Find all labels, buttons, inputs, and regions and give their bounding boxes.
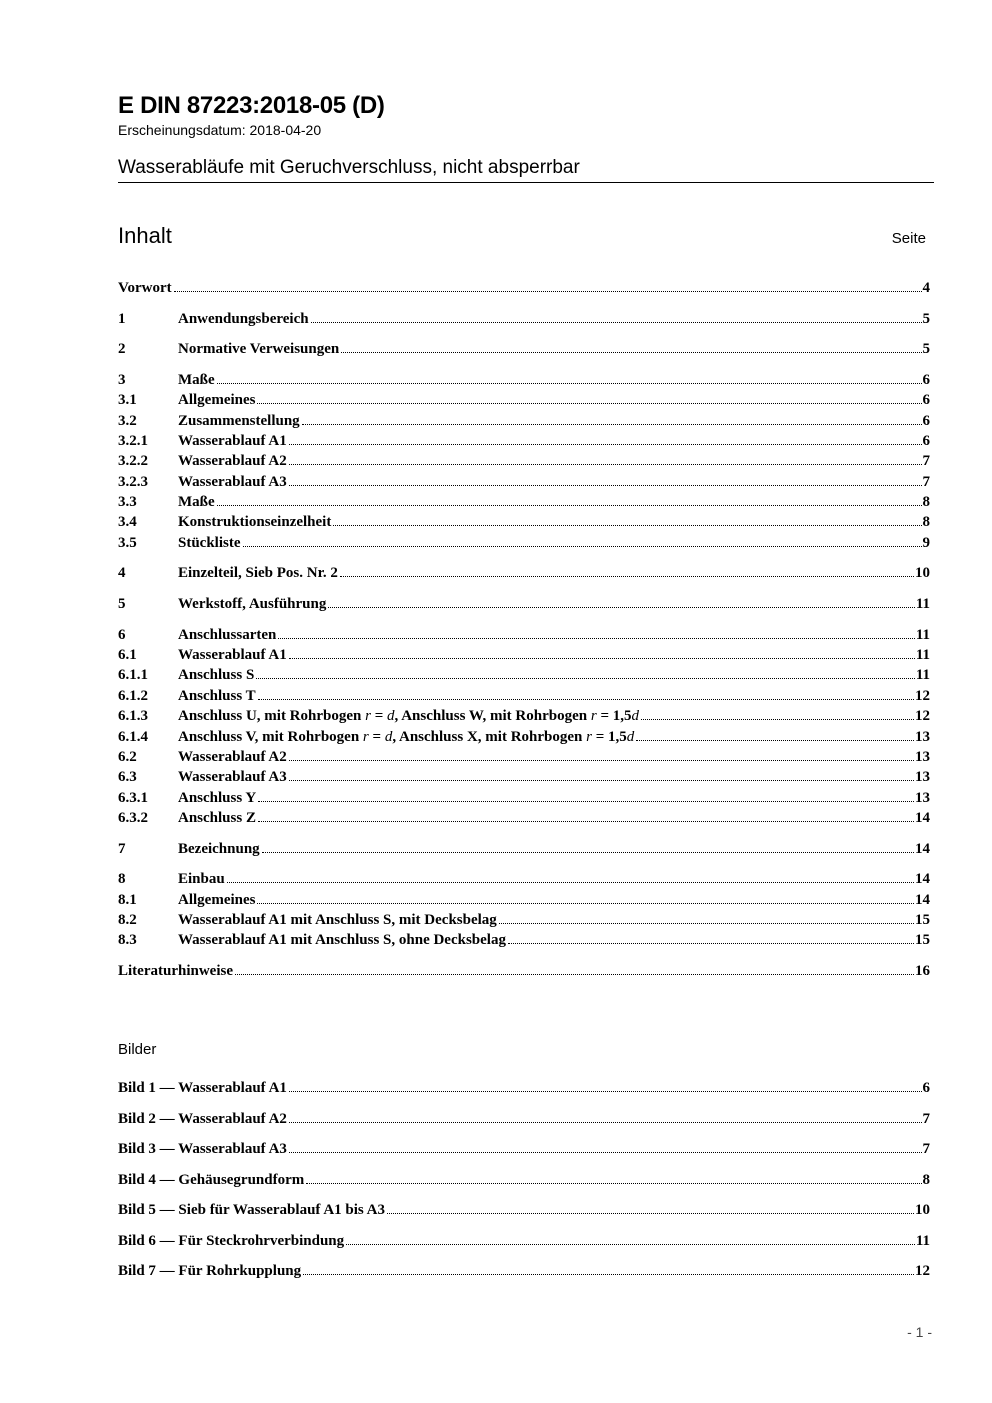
dot-leader xyxy=(341,352,921,353)
toc-entry[interactable] xyxy=(118,749,930,769)
toc-entry-page: 5 xyxy=(922,341,930,358)
toc-entry[interactable] xyxy=(118,453,930,473)
dot-leader xyxy=(328,607,914,608)
toc-entry-title: Stückliste xyxy=(178,534,241,551)
dot-leader xyxy=(174,291,922,292)
toc-entry-title: Anschluss Z xyxy=(178,810,256,827)
toc-entry-title: Allgemeines xyxy=(178,392,256,409)
toc-entry-number: 3 xyxy=(118,371,126,388)
toc-entry-number: 6.3.2 xyxy=(118,810,148,827)
dot-leader xyxy=(387,1213,914,1214)
dot-leader xyxy=(289,1152,922,1153)
figure-entry[interactable] xyxy=(118,1080,930,1100)
dot-leader xyxy=(311,322,922,323)
toc-entry-number: 8.1 xyxy=(118,891,137,908)
toc-entry[interactable] xyxy=(118,769,930,789)
figure-entry-page: 7 xyxy=(922,1141,930,1158)
toc-entry-page: 6 xyxy=(922,392,930,409)
toc-entry-number: 3.4 xyxy=(118,514,137,531)
dot-leader xyxy=(340,576,914,577)
figure-entry[interactable] xyxy=(118,1172,930,1192)
toc-entry-page: 4 xyxy=(922,280,930,296)
toc-entry-number: 6.1.2 xyxy=(118,687,148,704)
figure-entry[interactable] xyxy=(118,1202,930,1222)
toc-entry-page: 13 xyxy=(915,728,930,745)
dot-leader xyxy=(306,1183,921,1184)
dot-leader xyxy=(289,464,922,465)
toc-entry-page: 15 xyxy=(915,912,930,929)
toc-entry-page: 6 xyxy=(922,412,930,429)
toc-heading-row xyxy=(118,223,926,249)
toc-entry-number: 6.1.4 xyxy=(118,728,148,745)
toc-entry[interactable] xyxy=(118,413,930,433)
dot-leader xyxy=(289,485,922,486)
toc-entry-number: 3.2.1 xyxy=(118,432,148,449)
figure-entry-page: 11 xyxy=(915,1232,930,1249)
toc-entry[interactable] xyxy=(118,392,930,412)
toc-entry-page: 8 xyxy=(922,514,930,531)
toc-entry[interactable] xyxy=(118,729,930,749)
toc-entry-number: 7 xyxy=(118,840,126,857)
dot-leader xyxy=(227,882,914,883)
toc-entry-title: Wasserablauf A1 xyxy=(178,646,287,663)
dot-leader xyxy=(303,1274,914,1275)
dot-leader xyxy=(235,974,914,975)
toc-entry[interactable] xyxy=(118,372,930,392)
toc-entry-number: 3.5 xyxy=(118,534,137,551)
toc-entry-title: Anwendungsbereich xyxy=(178,310,309,327)
toc-entry-page: 11 xyxy=(915,667,930,684)
toc-entry-number: 6.1.3 xyxy=(118,708,148,725)
figure-entry[interactable] xyxy=(118,1141,930,1161)
toc-entry[interactable] xyxy=(118,280,930,300)
toc-page-label: Seite xyxy=(891,230,926,247)
figure-entry-title: Bild 7 — Für Rohrkupplung xyxy=(118,1263,302,1280)
dot-leader xyxy=(333,525,921,526)
toc-entry-number: 3.1 xyxy=(118,392,137,409)
toc-entry-page: 7 xyxy=(922,473,930,490)
toc-entry-page: 14 xyxy=(915,810,930,827)
figure-entry-title: Bild 3 — Wasserablauf A3 xyxy=(118,1141,287,1158)
toc-entry[interactable] xyxy=(118,841,930,861)
dot-leader xyxy=(346,1244,915,1245)
toc-entry-title: Allgemeines xyxy=(178,891,256,908)
dot-leader xyxy=(258,801,914,802)
dot-leader xyxy=(257,903,914,904)
toc-entry[interactable] xyxy=(118,514,930,534)
toc-entry-title: Wasserablauf A3 xyxy=(178,769,287,786)
toc-entry-title: Anschluss Y xyxy=(178,789,257,806)
toc-entry-title: Literaturhinweise xyxy=(118,963,233,980)
toc-entry-number: 2 xyxy=(118,341,126,358)
dot-leader xyxy=(289,444,922,445)
dot-leader xyxy=(289,658,915,659)
toc-entry-title: Normative Verweisungen xyxy=(178,341,340,358)
toc-entry-number: 8 xyxy=(118,871,126,888)
toc-entry[interactable] xyxy=(118,565,930,585)
toc-entry-title: Zusammenstellung xyxy=(178,412,300,429)
figures-heading: Bilder xyxy=(118,1041,157,1058)
toc-entry-title: Bezeichnung xyxy=(178,840,260,857)
toc-entry-number: 6.1 xyxy=(118,646,137,663)
page-number: - 1 - xyxy=(907,1324,932,1340)
toc-entry[interactable] xyxy=(118,963,930,983)
figure-entry[interactable] xyxy=(118,1111,930,1131)
toc-entry-page: 10 xyxy=(915,565,930,582)
document-id: E DIN 87223:2018-05 (D) xyxy=(118,92,385,119)
toc-entry-page: 7 xyxy=(922,453,930,470)
toc-entry-title: Anschluss U, mit Rohrbogen r = d, Anschluss W, mit Rohrbogen r = 1,5d xyxy=(178,708,639,725)
toc-entry-page: 14 xyxy=(915,871,930,888)
figure-entry[interactable] xyxy=(118,1263,930,1283)
dot-leader xyxy=(217,383,922,384)
toc-entry-title: Vorwort xyxy=(118,280,172,296)
toc-entry[interactable] xyxy=(118,311,930,331)
toc-entry-number: 8.2 xyxy=(118,912,137,929)
toc-entry-number: 1 xyxy=(118,310,126,327)
toc-entry[interactable] xyxy=(118,647,930,667)
toc-entry-title: Anschluss V, mit Rohrbogen r = d, Anschluss X, mit Rohrbogen r = 1,5d xyxy=(178,728,635,745)
toc-entry-page: 16 xyxy=(915,963,930,980)
figure-entry-page: 8 xyxy=(922,1171,930,1188)
toc-entry-page: 6 xyxy=(922,371,930,388)
toc-entry-title: Maße xyxy=(178,494,215,511)
toc-entry-page: 13 xyxy=(915,769,930,786)
toc-entry[interactable] xyxy=(118,912,930,932)
toc-entry[interactable] xyxy=(118,688,930,708)
toc-entry-number: 6.2 xyxy=(118,748,137,765)
table-of-contents xyxy=(118,280,930,983)
toc-entry-number: 3.2.2 xyxy=(118,453,148,470)
toc-entry-title: Einbau xyxy=(178,871,225,888)
toc-entry-title: Anschluss S xyxy=(178,667,255,684)
toc-entry-title: Anschlussarten xyxy=(178,626,277,643)
toc-entry[interactable] xyxy=(118,433,930,453)
toc-entry[interactable] xyxy=(118,932,930,952)
toc-entry-page: 13 xyxy=(915,748,930,765)
toc-entry-number: 3.2.3 xyxy=(118,473,148,490)
toc-entry-title: Konstruktionseinzelheit xyxy=(178,514,332,531)
toc-entry[interactable] xyxy=(118,627,930,647)
toc-entry[interactable] xyxy=(118,667,930,687)
figure-entry-page: 7 xyxy=(922,1110,930,1127)
dot-leader xyxy=(243,546,922,547)
dot-leader xyxy=(641,719,914,720)
toc-entry[interactable] xyxy=(118,892,930,912)
toc-entry-number: 8.3 xyxy=(118,932,137,949)
toc-entry-number: 3.3 xyxy=(118,494,137,511)
toc-entry[interactable] xyxy=(118,708,930,728)
toc-entry-title: Maße xyxy=(178,371,215,388)
figure-entry-title: Bild 5 — Sieb für Wasserablauf A1 bis A3 xyxy=(118,1202,386,1219)
toc-entry[interactable] xyxy=(118,596,930,616)
publication-date: Erscheinungsdatum: 2018-04-20 xyxy=(118,122,322,138)
toc-entry[interactable] xyxy=(118,535,930,555)
toc-entry-page: 11 xyxy=(915,596,930,613)
toc-entry-number: 6.1.1 xyxy=(118,667,148,684)
toc-entry-title: Wasserablauf A2 xyxy=(178,453,287,470)
toc-entry-number: 6 xyxy=(118,626,126,643)
figure-entry-title: Bild 4 — Gehäusegrundform xyxy=(118,1171,305,1188)
toc-entry-title: Wasserablauf A1 mit Anschluss S, ohne Decksbelag xyxy=(178,932,506,949)
dot-leader xyxy=(289,1091,922,1092)
toc-heading: Inhalt xyxy=(118,223,172,248)
toc-entry-title: Wasserablauf A1 xyxy=(178,432,287,449)
toc-entry[interactable] xyxy=(118,810,930,830)
document-title: Wasserabläufe mit Geruchverschluss, nicht absperrbar xyxy=(118,157,934,183)
toc-entry[interactable] xyxy=(118,341,930,361)
dot-leader xyxy=(289,1122,922,1123)
toc-entry-title: Werkstoff, Ausführung xyxy=(178,596,327,613)
figure-entry-page: 6 xyxy=(922,1080,930,1096)
dot-leader xyxy=(258,699,914,700)
toc-entry-title: Einzelteil, Sieb Pos. Nr. 2 xyxy=(178,565,338,582)
toc-entry-page: 14 xyxy=(915,891,930,908)
toc-entry-title: Anschluss T xyxy=(178,687,256,704)
dot-leader xyxy=(278,638,914,639)
toc-entry-title: Wasserablauf A1 mit Anschluss S, mit Decksbelag xyxy=(178,912,497,929)
figure-entry[interactable] xyxy=(118,1233,930,1253)
toc-entry-page: 11 xyxy=(915,626,930,643)
toc-entry-page: 9 xyxy=(922,534,930,551)
toc-entry[interactable] xyxy=(118,790,930,810)
dot-leader xyxy=(262,852,914,853)
toc-entry-page: 12 xyxy=(915,687,930,704)
list-of-figures xyxy=(118,1080,930,1294)
toc-entry-number: 6.3 xyxy=(118,769,137,786)
figure-entry-title: Bild 6 — Für Steckrohrverbindung xyxy=(118,1232,345,1249)
toc-entry[interactable] xyxy=(118,494,930,514)
dot-leader xyxy=(256,678,915,679)
dot-leader xyxy=(289,760,914,761)
dot-leader xyxy=(302,424,922,425)
toc-entry-title: Wasserablauf A2 xyxy=(178,748,287,765)
dot-leader xyxy=(257,403,921,404)
toc-entry-page: 5 xyxy=(922,310,930,327)
toc-entry-page: 15 xyxy=(915,932,930,949)
toc-entry-page: 8 xyxy=(922,494,930,511)
figure-entry-page: 10 xyxy=(915,1202,930,1219)
toc-entry-page: 11 xyxy=(915,646,930,663)
toc-entry[interactable] xyxy=(118,871,930,891)
toc-entry-number: 5 xyxy=(118,596,126,613)
dot-leader xyxy=(636,740,914,741)
figure-entry-title: Bild 1 — Wasserablauf A1 xyxy=(118,1080,287,1096)
dot-leader xyxy=(217,505,922,506)
toc-entry-page: 14 xyxy=(915,840,930,857)
toc-entry-title: Wasserablauf A3 xyxy=(178,473,287,490)
toc-entry-page: 13 xyxy=(915,789,930,806)
figure-entry-page: 12 xyxy=(915,1263,930,1280)
toc-entry[interactable] xyxy=(118,474,930,494)
dot-leader xyxy=(289,780,914,781)
toc-entry-page: 6 xyxy=(922,432,930,449)
dot-leader xyxy=(499,923,914,924)
document-header xyxy=(118,92,934,183)
toc-entry-number: 3.2 xyxy=(118,412,137,429)
dot-leader xyxy=(508,943,914,944)
toc-entry-number: 4 xyxy=(118,565,126,582)
toc-entry-number: 6.3.1 xyxy=(118,789,148,806)
figure-entry-title: Bild 2 — Wasserablauf A2 xyxy=(118,1110,287,1127)
dot-leader xyxy=(258,821,914,822)
toc-entry-page: 12 xyxy=(915,708,930,725)
